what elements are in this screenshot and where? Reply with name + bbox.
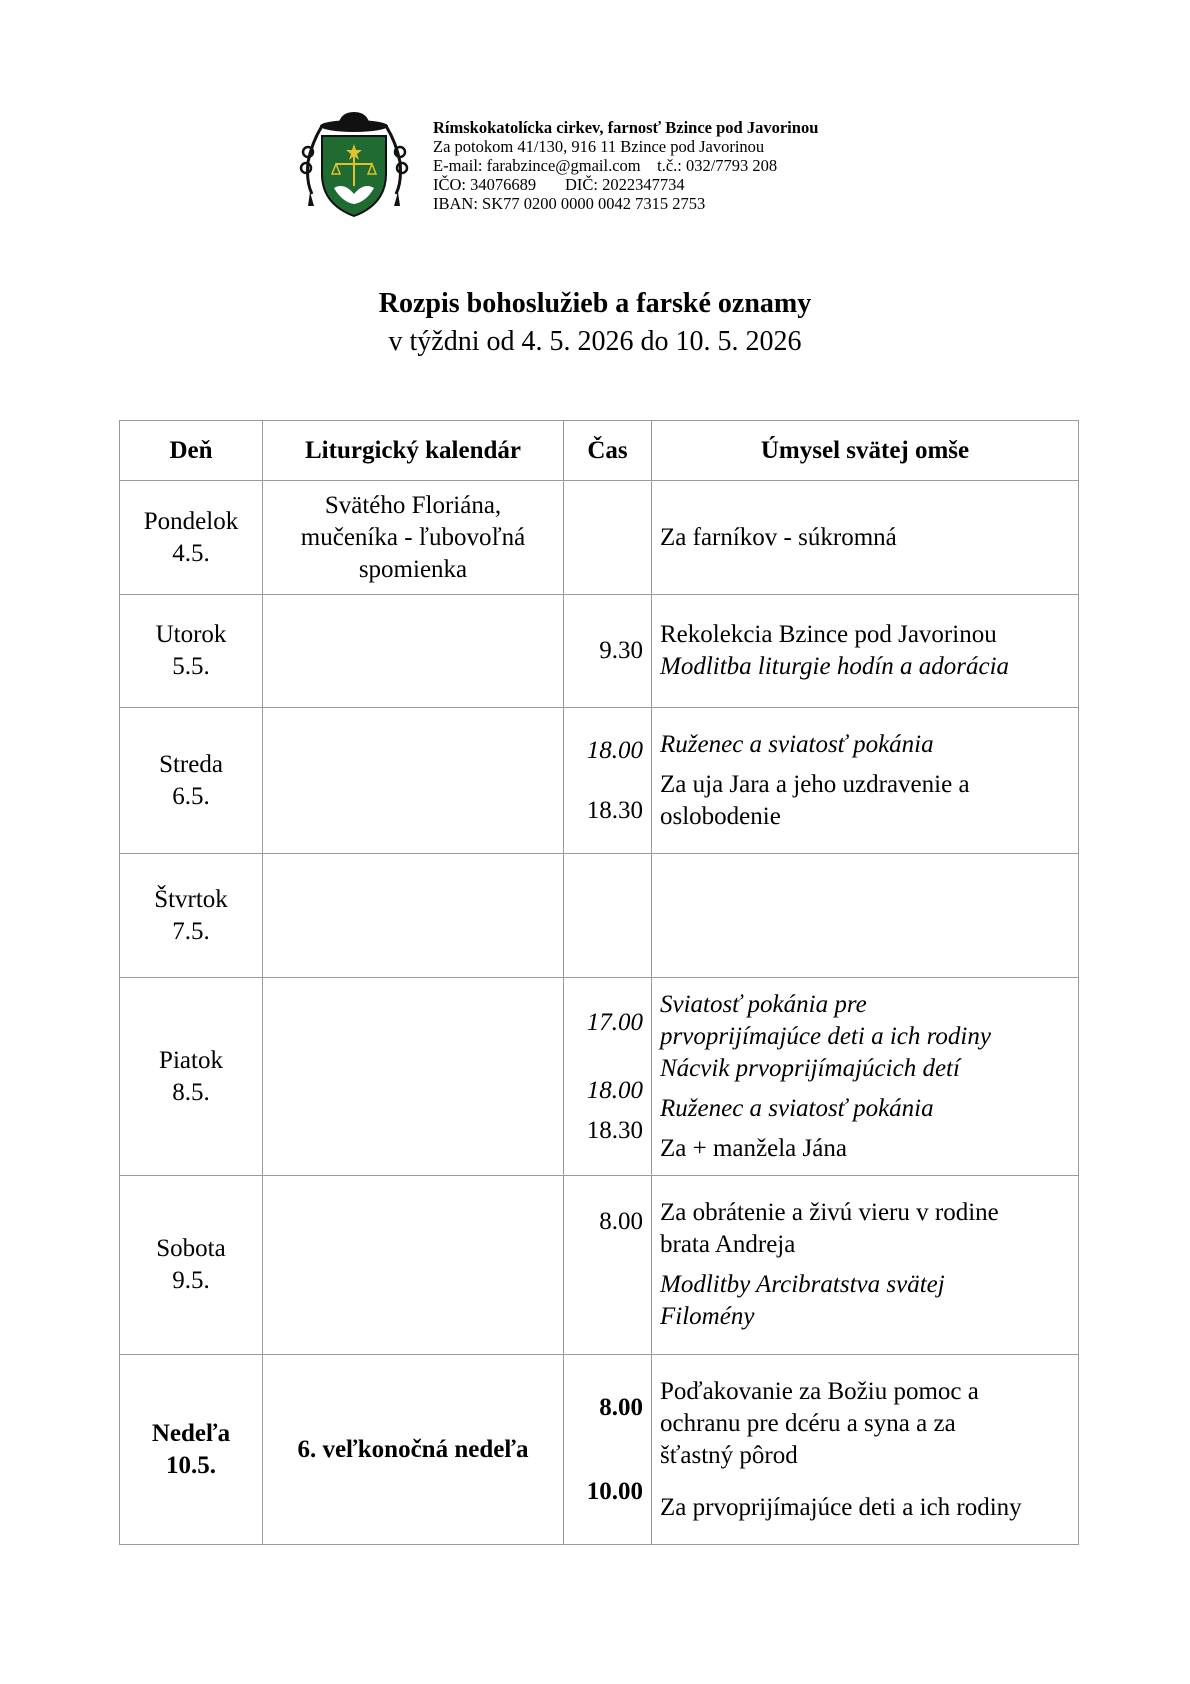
intention-text: prvoprijímajúce deti a ich rodiny: [660, 1022, 991, 1050]
day-name: Streda: [159, 750, 223, 778]
intention-cell: [652, 595, 1079, 708]
intention-text: Ruženec a sviatosť pokánia: [660, 730, 934, 758]
intention-text: Za uja Jara a jeho uzdravenie a: [660, 770, 970, 798]
day-name: Piatok: [159, 1046, 223, 1074]
day-name: Štvrtok: [154, 885, 228, 913]
intention-cell: [652, 854, 1079, 978]
time-text: 17.00: [586, 1008, 643, 1036]
intention-text: Nácvik prvoprijímajúcich detí: [660, 1054, 960, 1082]
intention-cell: [652, 481, 1079, 595]
day-name: Nedeľa: [151, 1419, 231, 1447]
time-text: 8.00: [599, 1393, 643, 1421]
day-date: 10.5.: [166, 1451, 216, 1479]
intention-text: Rekolekcia Bzince pod Javorinou: [660, 621, 997, 648]
table-row: [120, 1176, 1079, 1355]
calendar-cell: [263, 595, 564, 708]
intention-text: Za prvoprijímajúce deti a ich rodiny: [660, 1493, 1022, 1521]
calendar-cell: [263, 1176, 564, 1355]
table-row: [120, 978, 1079, 1176]
intention-text: ochranu pre dcéru a syna a za: [660, 1409, 956, 1437]
time-cell: [564, 1176, 652, 1355]
day-name: Sobota: [156, 1235, 226, 1262]
org-address: Za potokom 41/130, 916 11 Bzince pod Javorinou: [433, 137, 765, 156]
table-row: [120, 595, 1079, 708]
letterhead: [298, 112, 938, 232]
header-time: Čas: [564, 421, 652, 481]
day-cell: [120, 1355, 263, 1545]
org-iban: IBAN: SK77 0200 0000 0042 7315 2753: [433, 194, 706, 213]
time-cell: [564, 978, 652, 1176]
day-cell: [120, 1176, 263, 1355]
time-text: 8.00: [599, 1208, 643, 1235]
parish-coat-of-arms: [298, 112, 410, 224]
org-contact: E-mail: farabzince@gmail.com t.č.: 032/7793 208: [433, 156, 778, 175]
time-text: 18.00: [586, 736, 643, 764]
day-date: 7.5.: [172, 917, 210, 945]
intention-text: Modlitba liturgie hodín a adorácia: [660, 653, 1010, 680]
calendar-text: 6. veľkonočná nedeľa: [297, 1435, 529, 1463]
table-row: [120, 481, 1079, 595]
intention-text: Za + manžela Jána: [660, 1134, 847, 1162]
day-date: 4.5.: [172, 539, 210, 567]
time-text: 18.00: [586, 1076, 643, 1104]
calendar-text: spomienka: [358, 555, 468, 583]
org-ids: IČO: 34076689 DIČ: 2022347734: [433, 175, 685, 194]
time-cell: [564, 481, 652, 595]
intention-cell: [652, 1355, 1079, 1545]
title-line-1: Rozpis bohoslužieb a farské oznamy: [378, 288, 812, 319]
intention-text: Poďakovanie za Božiu pomoc a: [660, 1377, 979, 1405]
intention-cell: [652, 978, 1079, 1176]
calendar-cell: [263, 854, 564, 978]
time-cell: [564, 595, 652, 708]
calendar-cell: [263, 978, 564, 1176]
table-row: [120, 854, 1079, 978]
schedule-table: [119, 420, 1079, 1545]
day-cell: [120, 481, 263, 595]
day-cell: [120, 708, 263, 854]
time-cell: [564, 708, 652, 854]
day-name: Utorok: [155, 621, 227, 648]
day-date: 5.5.: [172, 653, 210, 680]
org-name: Rímskokatolícka cirkev, farnosť Bzince pod Javorinou: [433, 118, 819, 137]
calendar-cell: [263, 708, 564, 854]
day-date: 9.5.: [172, 1267, 210, 1294]
intention-text: Za farníkov - súkromná: [660, 523, 897, 551]
intention-text: Sviatosť pokánia pre: [660, 990, 867, 1018]
intention-text: Modlitby Arcibratstva svätej: [660, 1271, 945, 1298]
time-cell: [564, 854, 652, 978]
intention-text: Za obrátenie a živú vieru v rodine: [660, 1199, 999, 1226]
header-day: Deň: [120, 421, 263, 481]
calendar-cell: [263, 481, 564, 595]
header-intention: Úmysel svätej omše: [652, 421, 1079, 481]
time-text: 10.00: [586, 1477, 643, 1505]
title-line-2: v týždni od 4. 5. 2026 do 10. 5. 2026: [388, 326, 802, 357]
table-header-row: [120, 421, 1079, 481]
intention-text: šťastný pôrod: [660, 1441, 798, 1469]
day-name: Pondelok: [143, 507, 239, 535]
intention-cell: [652, 708, 1079, 854]
header-calendar: Liturgický kalendár: [263, 421, 564, 481]
day-cell: [120, 854, 263, 978]
table-row: [120, 1355, 1079, 1545]
time-text: 18.30: [586, 1116, 643, 1144]
intention-cell: [652, 1176, 1079, 1355]
table-row: [120, 708, 1079, 854]
time-text: 18.30: [586, 796, 643, 824]
calendar-text: mučeníka - ľubovoľná: [300, 523, 526, 551]
day-cell: [120, 978, 263, 1176]
day-date: 8.5.: [172, 1078, 210, 1106]
day-cell: [120, 595, 263, 708]
day-date: 6.5.: [172, 782, 210, 810]
calendar-cell: [263, 1355, 564, 1545]
intention-text: oslobodenie: [660, 802, 781, 830]
time-cell: [564, 1355, 652, 1545]
calendar-text: Svätého Floriána,: [324, 491, 502, 519]
intention-text: Ruženec a sviatosť pokánia: [660, 1094, 934, 1122]
intention-text: Filomény: [660, 1303, 755, 1330]
intention-text: brata Andreja: [660, 1231, 796, 1258]
time-text: 9.30: [599, 637, 643, 664]
